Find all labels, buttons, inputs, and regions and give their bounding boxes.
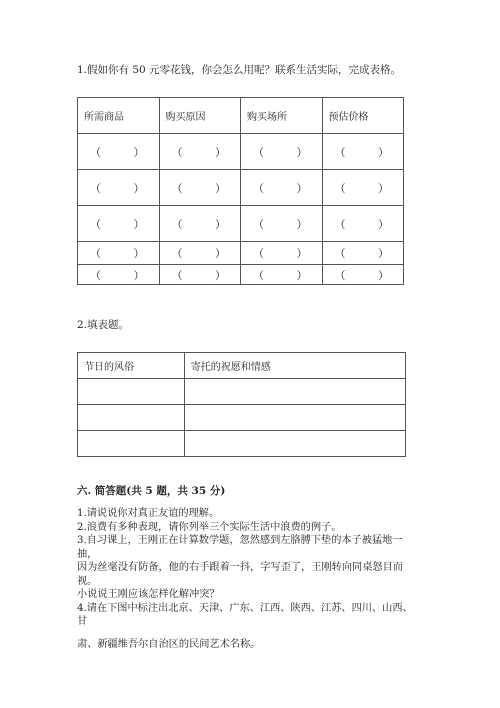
question-line: 3.自习课上，王刚正在计算数学题，忽然感到左胳膊下垫的本子被猛地一抽，: [77, 535, 403, 560]
paren-left: （: [334, 268, 346, 282]
paren-right: ）: [296, 247, 308, 260]
answer-cell[interactable]: [78, 170, 160, 206]
paren-right: ）: [133, 181, 145, 195]
paren-left: （: [171, 217, 183, 231]
paren-left: （: [334, 145, 346, 159]
paren-right: ）: [215, 247, 226, 260]
shopping-table: [77, 97, 404, 285]
paren-right: ）: [133, 247, 145, 260]
paren-left: （: [90, 217, 101, 231]
paren-left: （: [90, 145, 101, 159]
paren-left: （: [253, 181, 264, 195]
section-title: 六. 简答题(共 5 题，共 35 分): [77, 485, 226, 497]
answer-cell[interactable]: [78, 242, 160, 265]
answer-cell[interactable]: [78, 134, 160, 170]
paren-left: （: [171, 181, 183, 195]
header-wishes: 寄托的祝愿和情感: [184, 353, 405, 379]
answer-cell[interactable]: [159, 265, 241, 285]
paren-left: （: [334, 181, 346, 195]
answer-cell[interactable]: [159, 206, 241, 242]
answer-cell[interactable]: [322, 265, 404, 285]
answer-cell[interactable]: [241, 170, 323, 206]
answer-blank: [323, 242, 404, 264]
blank-cell: [184, 405, 405, 431]
paren-right: ）: [215, 145, 226, 159]
paren-left: （: [334, 247, 346, 260]
answer-blank: [78, 265, 159, 284]
answer-blank: [323, 134, 404, 169]
blank-cell: [78, 431, 185, 457]
answer-blank: [160, 242, 241, 264]
answer-blank: [323, 265, 404, 284]
answer-cell[interactable]: [241, 242, 323, 265]
answer-blank: [241, 170, 322, 205]
paren-right: ）: [133, 145, 145, 159]
question-line: 肃、新疆维吾尔自治区的民间艺术名称。: [77, 638, 261, 650]
paren-right: ）: [378, 268, 389, 282]
blank-cell: [78, 405, 185, 431]
header-place: 购买场所: [241, 98, 323, 134]
answer-blank: [241, 242, 322, 264]
paren-right: ）: [133, 217, 145, 231]
paren-right: ）: [296, 181, 308, 195]
answer-cell[interactable]: [241, 265, 323, 285]
answer-blank: [160, 134, 241, 169]
table-row: [78, 405, 406, 431]
header-customs: 节日的风俗: [78, 353, 185, 379]
answer-blank: [78, 134, 159, 169]
answer-cell[interactable]: [159, 134, 241, 170]
answer-blank: [241, 206, 322, 241]
paren-left: （: [90, 268, 101, 282]
question-line: 小说说王刚应该怎样化解冲突？: [77, 589, 220, 600]
answer-cell[interactable]: [159, 170, 241, 206]
question-line: 因为丝毫没有防备，他的右手跟着一抖，字写歪了，王刚转向同桌怒目而视。: [77, 562, 403, 587]
paren-right: ）: [215, 217, 226, 231]
answer-blank: [160, 206, 241, 241]
paren-right: ）: [296, 217, 308, 231]
table-row: [78, 170, 404, 206]
festival-table: [77, 352, 406, 457]
paren-right: ）: [296, 145, 308, 159]
answer-blank: [160, 170, 241, 205]
paren-left: （: [334, 217, 346, 231]
table-row: [78, 379, 406, 405]
answer-cell[interactable]: [78, 265, 160, 285]
answer-cell[interactable]: [159, 242, 241, 265]
header-price: 预估价格: [322, 98, 404, 134]
answer-blank: [160, 265, 241, 284]
blank-cell: [184, 431, 405, 457]
header-goods: 所需商品: [78, 98, 160, 134]
paren-left: （: [253, 217, 264, 231]
answer-blank: [241, 265, 322, 284]
question-1-text: 1.假如你有 50 元零花钱，你会怎么用呢？联系生活实际，完成表格。: [77, 64, 402, 76]
answer-blank: [323, 206, 404, 241]
table-row: [78, 431, 406, 457]
paren-right: ）: [378, 181, 389, 195]
answer-blank: [323, 170, 404, 205]
paren-right: ）: [133, 268, 145, 282]
table-row: [78, 242, 404, 265]
answer-cell[interactable]: [322, 170, 404, 206]
short-answer-questions: [77, 507, 422, 651]
paren-left: （: [90, 247, 101, 260]
paren-left: （: [90, 181, 101, 195]
header-reason: 购买原因: [159, 98, 241, 134]
paren-right: ）: [378, 145, 389, 159]
answer-cell[interactable]: [322, 206, 404, 242]
answer-blank: [78, 170, 159, 205]
table-row: [78, 134, 404, 170]
paren-right: ）: [215, 268, 226, 282]
answer-blank: [78, 206, 159, 241]
answer-cell[interactable]: [78, 206, 160, 242]
paren-left: （: [253, 145, 264, 159]
paren-right: ）: [378, 247, 389, 260]
paren-left: （: [171, 247, 183, 260]
paren-left: （: [253, 268, 264, 282]
blank-cell: [184, 379, 405, 405]
paren-left: （: [253, 247, 264, 260]
paren-left: （: [171, 268, 183, 282]
question-2-text: 2.填表题。: [77, 319, 130, 331]
blank-cell: [78, 379, 185, 405]
question-line: 1.请说说你对真正友谊的理解。: [77, 508, 220, 519]
paren-left: （: [171, 145, 183, 159]
answer-cell[interactable]: [322, 242, 404, 265]
table-row: [78, 206, 404, 242]
question-line: 2.浪费有多种表现，请你列举三个实际生活中浪费的例子。: [77, 521, 342, 533]
table-row: [78, 265, 404, 285]
answer-blank: [241, 134, 322, 169]
paren-right: ）: [378, 217, 389, 231]
table-header-row: [78, 353, 406, 379]
table-header-row: [78, 98, 404, 134]
answer-blank: [78, 242, 159, 264]
answer-cell[interactable]: [241, 134, 323, 170]
paren-right: ）: [215, 181, 226, 195]
paren-right: ）: [296, 268, 308, 282]
question-line: 4.请在下图中标注出北京、天津、广东、江西、陕西、江苏、四川、山西、甘: [77, 602, 413, 627]
answer-cell[interactable]: [241, 206, 323, 242]
answer-cell[interactable]: [322, 134, 404, 170]
